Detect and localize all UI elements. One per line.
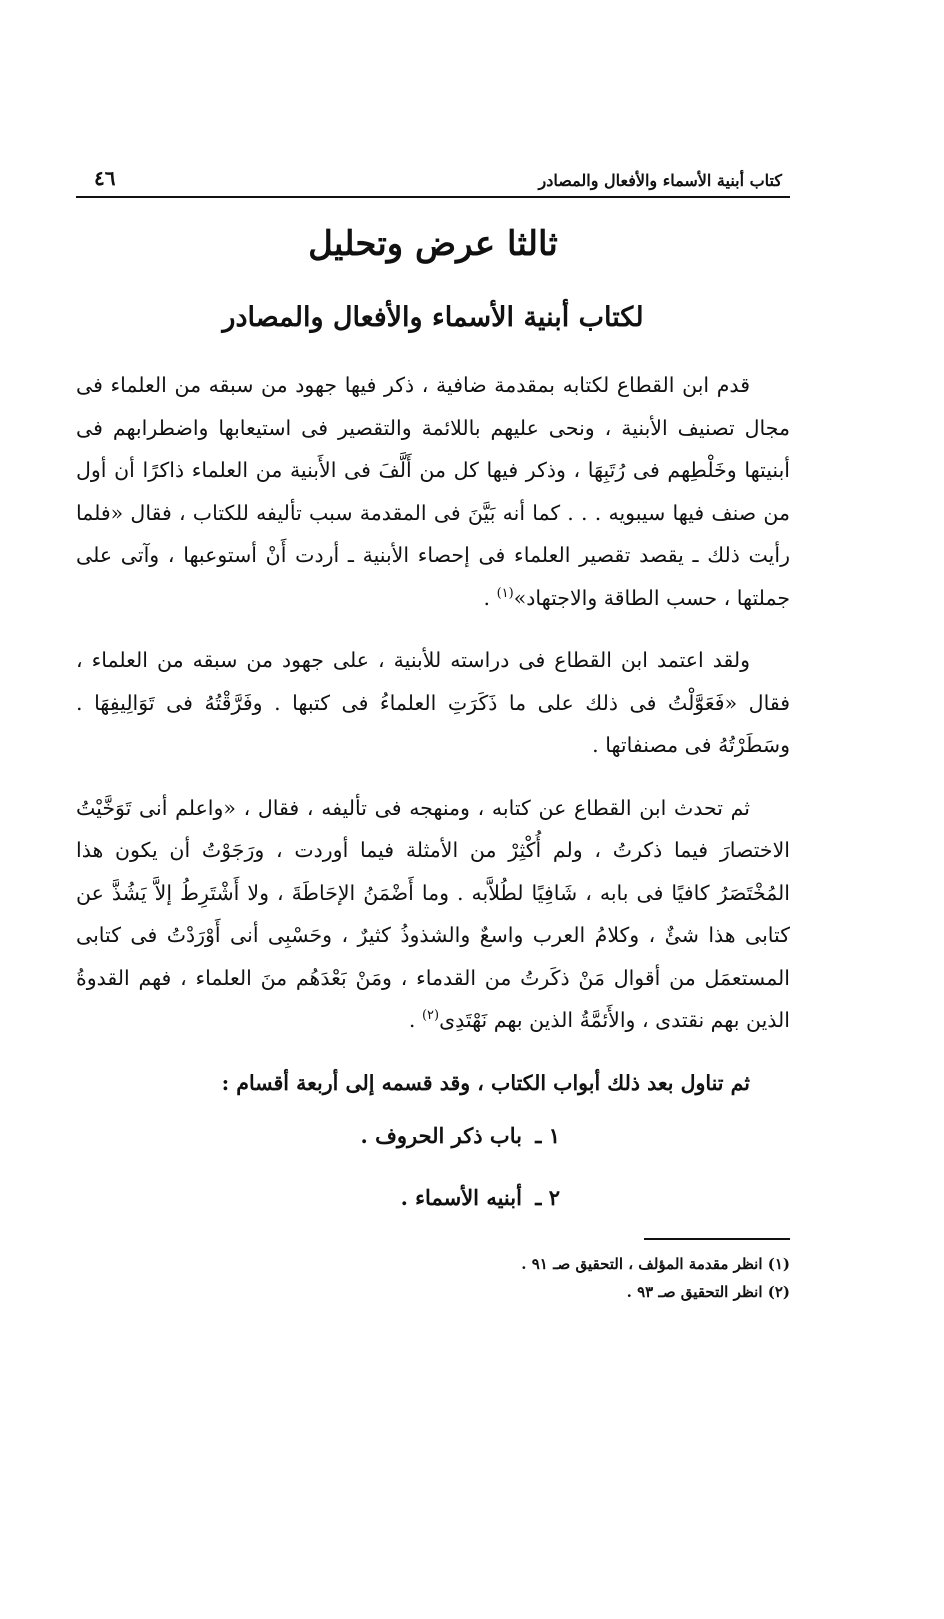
paragraph: [76, 787, 790, 1042]
footnote: (٢) انظر التحقيق صـ ٩٣ .: [626, 1283, 790, 1301]
running-header: [76, 150, 790, 198]
paragraph-text: ولقد اعتمد ابن القطاع فى دراسته للأبنية ، على جهود من سبقه من العلماء ، فقال «فَعَوَّلْتُ فى ذلك على ما ذَكَرَتِ العلماءُ فى كتبها . وفَرَّقْتُهُ فى تَوَالِيفِهَا . وسَطَرْتُهُ فى مصنفاتها .: [76, 648, 790, 757]
footnote-ref: (٢): [421, 1008, 440, 1024]
running-title: كتاب أبنية الأسماء والأفعال والمصادر: [538, 171, 782, 190]
paragraph: [76, 364, 790, 619]
section-title: ثالثا عرض وتحليل: [308, 224, 558, 264]
paragraph: [76, 1062, 790, 1105]
footnotes: [76, 1250, 790, 1306]
paragraph-text: ثم تحدث ابن القطاع عن كتابه ، ومنهجه فى تأليفه ، فقال ، «واعلم أنى تَوَخَّيْتُ الاختصارَ فيما ذكرتُ ، ولم أُكْثِرْ من الأمثلة فيما أوردت ، ورَجَوْتُ أن يكون هذا المُخْتَصَرُ كافيًا فى بابه ، شَافِيًا لطُلاَّبه . وما أَضْمَنُ الإحَاطَةَ ، ولا أَشْتَرِطُ إلاَّ يَشُذَّ عن كتابى هذا شئٌ ، وكلامُ العرب واسعٌ والشذوذُ كثيرٌ ، وحَسْبِى أنى أَوْرَدْتُ فى كتابى المستعمَل من أقوال مَنْ ذكَرتُ من القدماء ، ومَنْ بَعْدَهُم منَ العلماء ، فهم القدوةُ الذين بهم نقتدى ، والأَئمَّةُ الذين بهم نَهْتَدِى: [76, 795, 790, 1032]
footnote-ref: (١): [496, 585, 514, 601]
paragraph-text: ثم تناول بعد ذلك أبواب الكتاب ، وقد قسمه إلى أربعة أقسام :: [221, 1070, 750, 1095]
paragraph-end: .: [483, 585, 497, 610]
list-item-number: ١ ـ: [535, 1123, 560, 1148]
section-subtitle: لكتاب أبنية الأسماء والأفعال والمصادر: [222, 302, 644, 333]
list-item-label: أبنيه الأسماء .: [400, 1185, 522, 1210]
footnote: (١) انظر مقدمة المؤلف ، التحقيق صـ ٩١ .: [521, 1255, 790, 1273]
list-item: [76, 1176, 790, 1220]
paragraph-end: .: [408, 1008, 422, 1032]
list-item-label: باب ذكر الحروف .: [360, 1123, 522, 1148]
paragraph-text: قدم ابن القطاع لكتابه بمقدمة ضافية ، ذكر فيها جهود من سبقه من العلماء فى مجال تصنيف الأبنية ، ونحى عليهم باللائمة والتقصير فى استيعابها واضطرابهم فى أبنيتها وخَلْطِهم فى رُتَبِهَا ، وذكر فيها كل من أَلَّفَ فى الأَبنية من العلماء ذاكرًا أن أول من صنف فيها سيبويه . . . كما أنه بَيَّنَ فى المقدمة سبب تأليفه للكتاب ، فقال «فلما رأيت ذلك ـ يقصد تقصير العلماء فى إحصاء الأبنية ـ أردت أَنْ أستوعبها ، وآتى على جملتها ، حسب الطاقة والاجتهاد»: [76, 373, 790, 610]
body-text: [76, 364, 790, 1220]
book-page: [76, 150, 790, 1306]
list-item-number: ٢ ـ: [535, 1185, 560, 1210]
paragraph: [76, 639, 790, 767]
footnote-divider: [644, 1238, 790, 1240]
list-item: [76, 1114, 790, 1158]
page-number: ٤٦: [94, 166, 116, 190]
